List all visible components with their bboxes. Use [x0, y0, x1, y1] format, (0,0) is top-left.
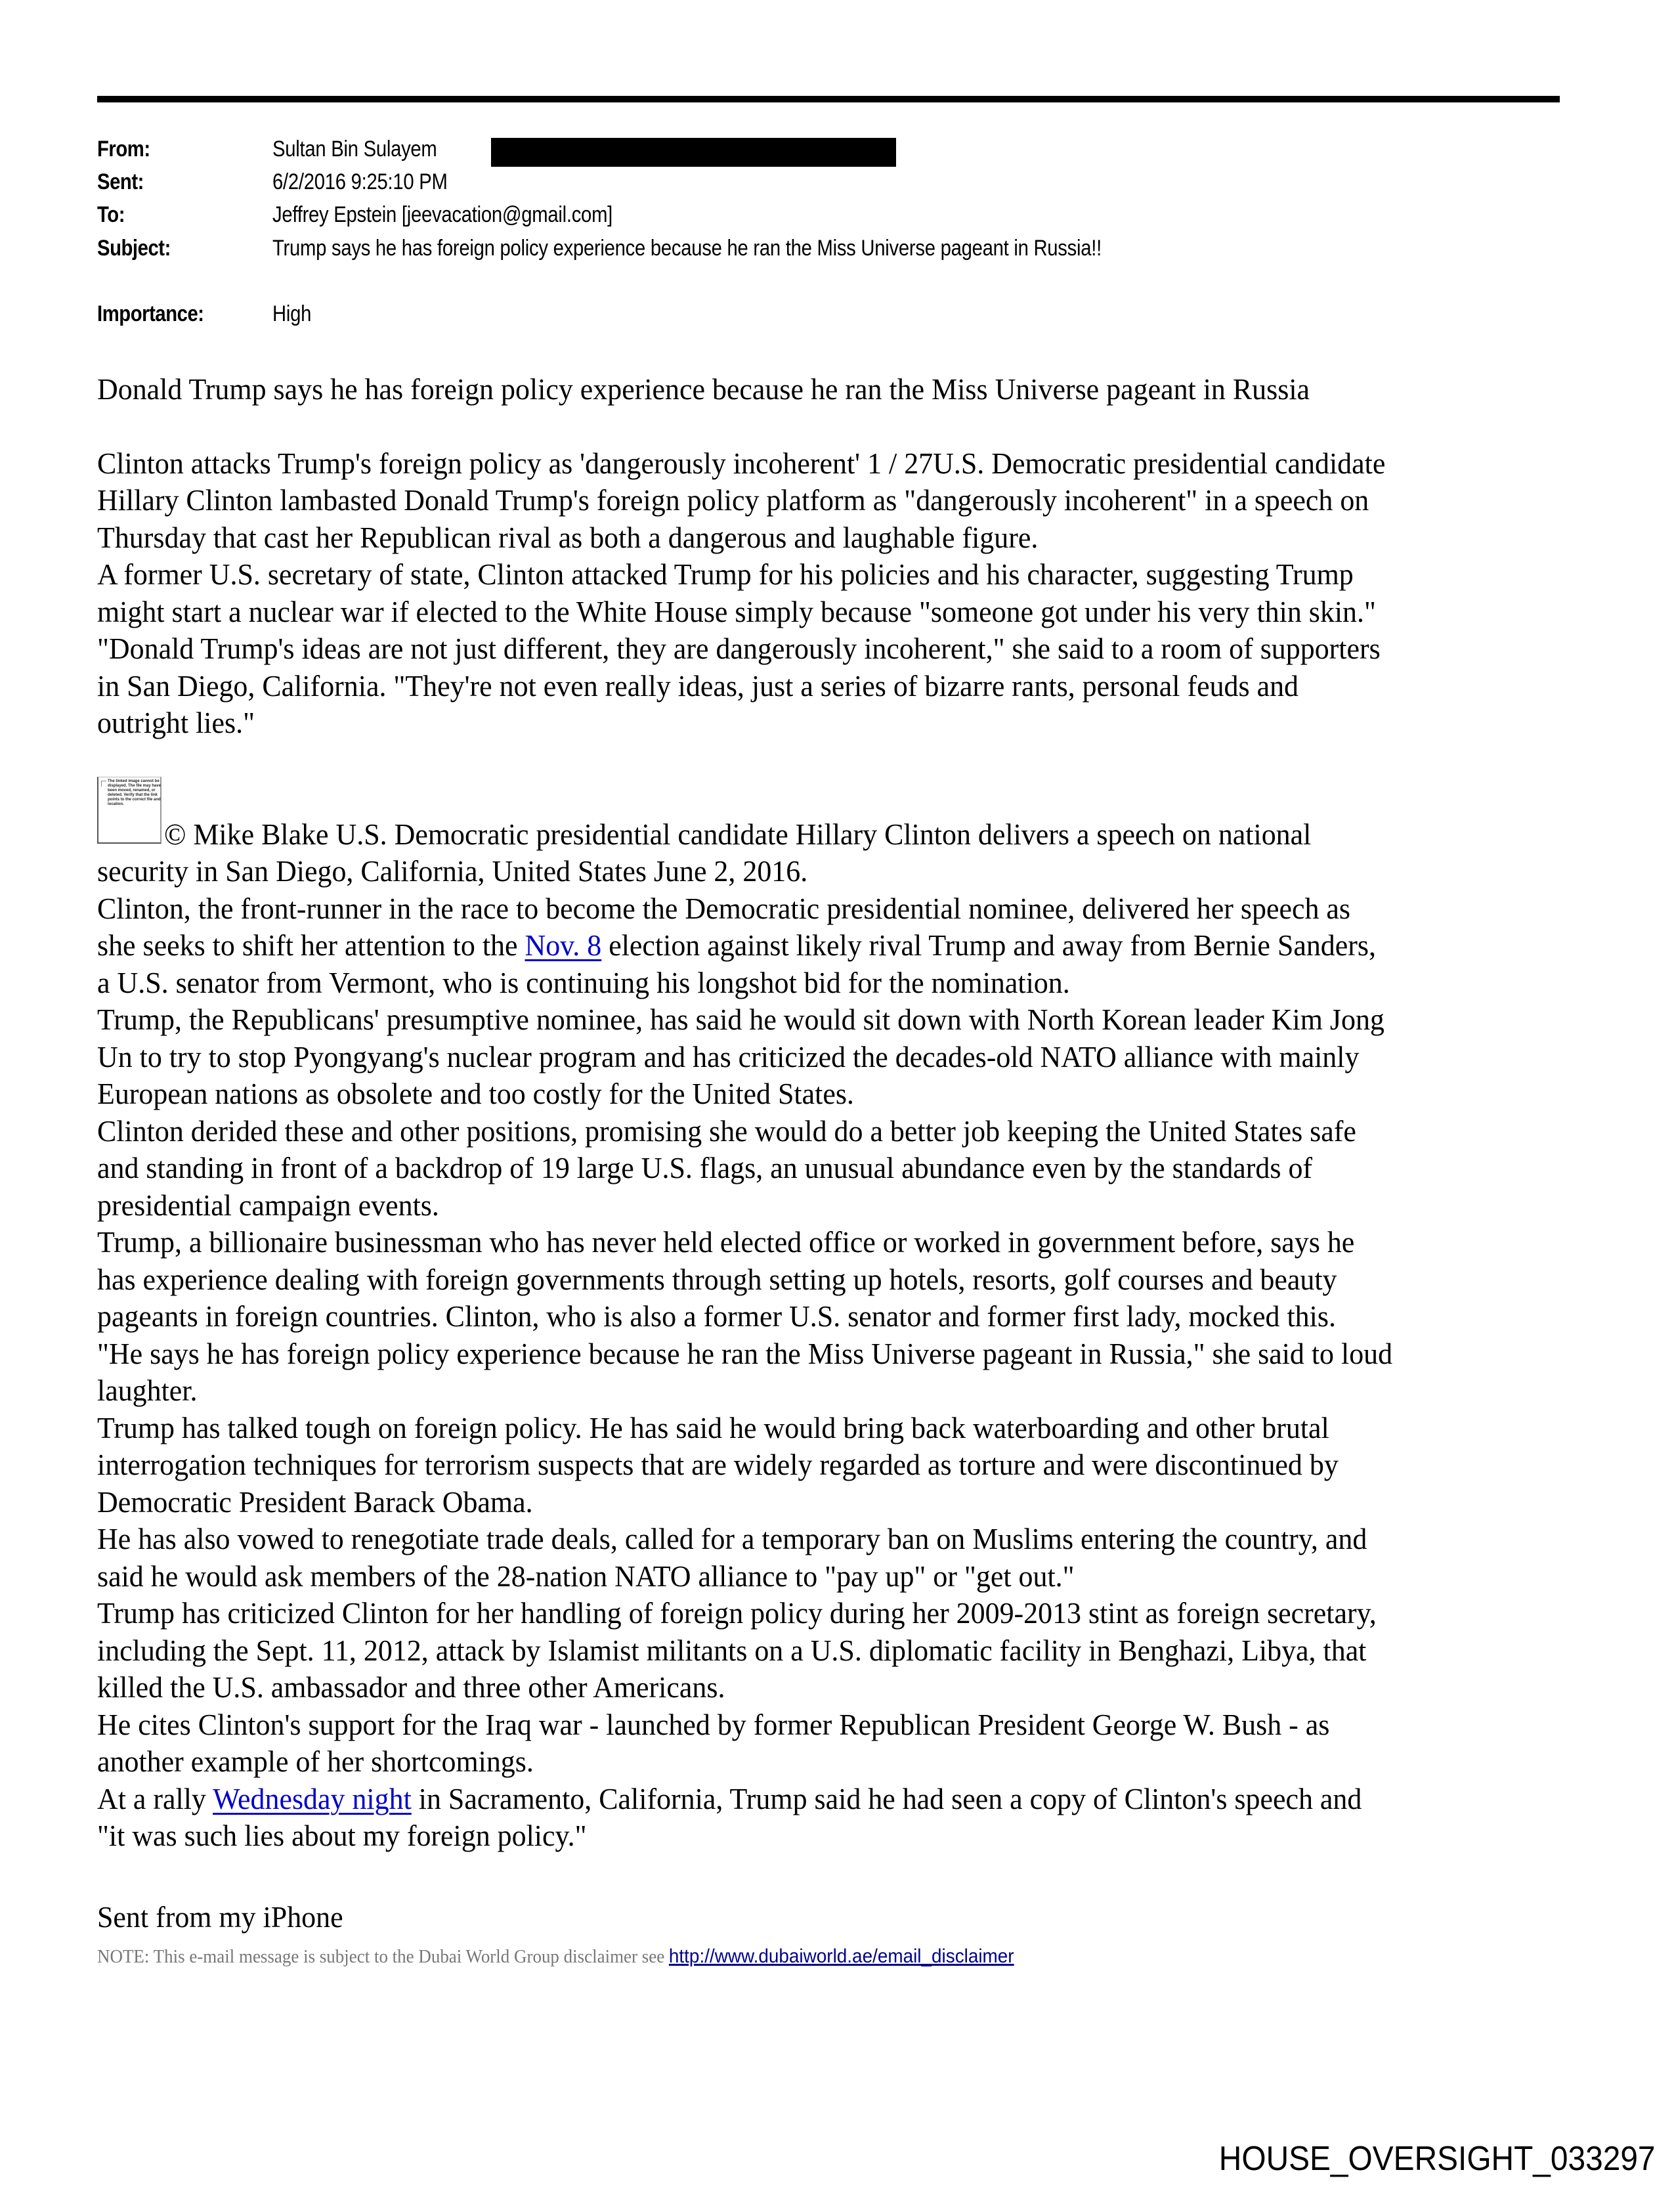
body-line: A former U.S. secretary of state, Clinton attacked Trump for his policies and his character, suggesting Trump [97, 557, 1354, 591]
body-headline: Donald Trump says he has foreign policy experience because he ran the Miss Universe pageant in Russia [97, 372, 1310, 406]
body-line: Democratic President Barack Obama. [97, 1485, 533, 1519]
photo-caption-line-2: security in San Diego, California, United States June 2, 2016. [97, 854, 808, 888]
body-line: "He says he has foreign policy experience because he ran the Miss Universe pageant in Russia," she said to loud [97, 1337, 1393, 1370]
body-line: outright lies." [97, 706, 255, 739]
top-horizontal-rule [97, 96, 1560, 102]
body-line: Trump has criticized Clinton for her handling of foreign policy during her 2009-2013 stint as foreign secretary, [97, 1596, 1377, 1630]
text-segment: she seeks to shift her attention to the [97, 928, 525, 962]
to-label: To: [97, 202, 125, 227]
sent-label: Sent: [97, 169, 144, 194]
body-line: laughter. [97, 1374, 198, 1407]
sent-value: 6/2/2016 9:25:10 PM [272, 169, 448, 194]
importance-value: High [272, 301, 312, 326]
text-segment: election against likely rival Trump and away from Bernie Sanders, [601, 928, 1376, 962]
subject-label: Subject: [97, 236, 171, 261]
body-line: in San Diego, California. "They're not even really ideas, just a series of bizarre rants, personal feuds and [97, 669, 1299, 703]
body-line: has experience dealing with foreign governments through setting up hotels, resorts, golf courses and beauty [97, 1263, 1337, 1296]
body-line: including the Sept. 11, 2012, attack by Islamist militants on a U.S. diplomatic facility in Benghazi, Libya, that [97, 1634, 1367, 1667]
wednesday-night-link[interactable]: Wednesday night [213, 1782, 412, 1815]
disclaimer-text: NOTE: This e-mail message is subject to the Dubai World Group disclaimer see [97, 1946, 669, 1967]
body-line: He cites Clinton's support for the Iraq war - launched by former Republican President George W. Bush - as [97, 1708, 1330, 1741]
body-line: interrogation techniques for terrorism suspects that are widely regarded as torture and were discontinued by [97, 1448, 1339, 1481]
broken-image-text: The linked image cannot be displayed. The file may have been moved, renamed, or deleted. Verify that the link points to the correct file and location. [108, 779, 161, 806]
text-segment: At a rally [97, 1782, 213, 1815]
body-line: might start a nuclear war if elected to the White House simply because "someone got under his very thin skin." [97, 595, 1376, 628]
body-line: another example of her shortcomings. [97, 1745, 534, 1778]
body-line: Clinton attacks Trump's foreign policy as 'dangerously incoherent' 1 / 27U.S. Democratic presidential candidate [97, 446, 1386, 480]
body-line-with-link [97, 1781, 1362, 1817]
importance-label: Importance: [97, 301, 204, 326]
text-segment: in Sacramento, California, Trump said he had seen a copy of Clinton's speech and [411, 1782, 1362, 1815]
body-line: Clinton, the front-runner in the race to become the Democratic presidential nominee, delivered her speech as [97, 892, 1350, 925]
body-line: and standing in front of a backdrop of 19 large U.S. flags, an unusual abundance even by the standards of [97, 1151, 1313, 1184]
redaction-box [491, 138, 896, 167]
body-line: He has also vowed to renegotiate trade deals, called for a temporary ban on Muslims entering the country, and [97, 1522, 1367, 1555]
body-line: Thursday that cast her Republican rival as both a dangerous and laughable figure. [97, 521, 1039, 554]
disclaimer-note [97, 1945, 1014, 1968]
body-line: "Donald Trump's ideas are not just different, they are dangerously incoherent," she said to a room of supporters [97, 632, 1381, 665]
body-line-with-link [97, 927, 1376, 964]
body-line: a U.S. senator from Vermont, who is continuing his longshot bid for the nomination. [97, 966, 1070, 999]
photo-caption-line-1: © Mike Blake U.S. Democratic presidential candidate Hillary Clinton delivers a speech on national [164, 817, 1312, 851]
subject-value: Trump says he has foreign policy experience because he ran the Miss Universe pageant in Russia!! [272, 236, 1102, 261]
from-label: From: [97, 137, 150, 162]
nov-8-link[interactable]: Nov. 8 [525, 928, 602, 962]
body-line: Un to try to stop Pyongyang's nuclear program and has criticized the decades-old NATO alliance with mainly [97, 1040, 1360, 1073]
body-line: killed the U.S. ambassador and three other Americans. [97, 1670, 725, 1704]
body-line: said he would ask members of the 28-nation NATO alliance to "pay up" or "get out." [97, 1559, 1075, 1593]
from-value: Sultan Bin Sulayem [272, 137, 437, 162]
body-line: Trump has talked tough on foreign policy. He has said he would bring back waterboarding and other brutal [97, 1411, 1329, 1444]
broken-image-placeholder [97, 777, 161, 844]
body-line: pageants in foreign countries. Clinton, who is also a former U.S. senator and former first lady, mocked this. [97, 1299, 1336, 1333]
body-line: "it was such lies about my foreign policy." [97, 1819, 587, 1852]
broken-image-icon [101, 781, 106, 787]
disclaimer-link[interactable]: http://www.dubaiworld.ae/email_disclaimer [668, 1945, 1014, 1967]
body-line: Trump, the Republicans' presumptive nominee, has said he would sit down with North Korean leader Kim Jong [97, 1003, 1384, 1036]
body-line: Hillary Clinton lambasted Donald Trump's foreign policy platform as "dangerously incoherent" in a speech on [97, 483, 1369, 517]
body-line: Clinton derided these and other positions, promising she would do a better job keeping the United States safe [97, 1114, 1356, 1148]
body-line: presidential campaign events. [97, 1188, 439, 1222]
to-value: Jeffrey Epstein [jeevacation@gmail.com] [272, 202, 613, 227]
body-line: Trump, a billionaire businessman who has never held elected office or worked in government before, says he [97, 1225, 1355, 1259]
body-line: European nations as obsolete and too costly for the United States. [97, 1077, 854, 1110]
email-signature: Sent from my iPhone [97, 1900, 343, 1934]
bates-number: HOUSE_OVERSIGHT_033297 [1219, 2140, 1656, 2178]
